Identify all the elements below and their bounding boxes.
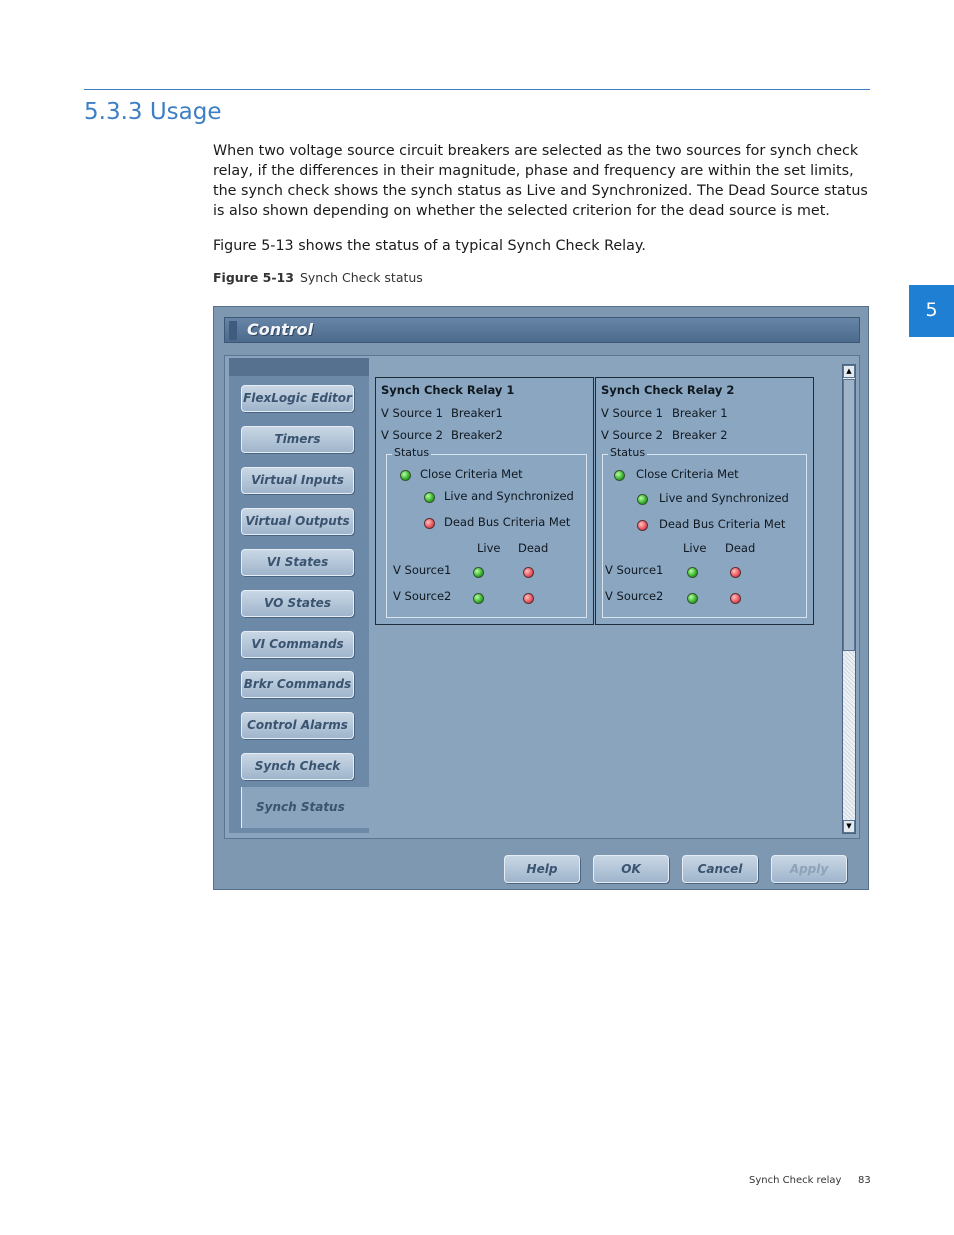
relay-2-row2-live-led — [687, 593, 698, 604]
footer-page-number: 83 — [858, 1175, 871, 1186]
relay-2-row2-dead-led — [730, 593, 741, 604]
relay-1-close-criteria-label: Close Criteria Met — [420, 467, 523, 481]
relay-1-panel — [375, 377, 594, 625]
relay-1-dead-bus-led — [424, 518, 435, 529]
figure-caption-text: Synch Check status — [299, 270, 423, 285]
relay-2-dead-header: Dead — [725, 541, 756, 555]
relay-1-vsource2-label: V Source 2 — [381, 428, 443, 442]
relay-2-live-sync-label: Live and Synchronized — [659, 491, 789, 505]
chapter-tab: 5 — [909, 285, 954, 337]
relay-1-row1-live-led — [473, 567, 484, 578]
relay-1-vsource2-value: Breaker2 — [451, 428, 503, 442]
scroll-up-arrow-icon[interactable]: ▲ — [843, 365, 855, 378]
ok-button[interactable]: OK — [593, 855, 669, 883]
figure-caption — [213, 270, 423, 285]
relay-1-live-sync-led — [424, 492, 435, 503]
relay-2-close-criteria-led — [614, 470, 625, 481]
relay-2-row1-live-led — [687, 567, 698, 578]
relay-2-vsource1-value: Breaker 1 — [672, 406, 728, 420]
nav-control-alarms-button[interactable]: Control Alarms — [241, 712, 354, 739]
window-titlebar — [224, 317, 860, 343]
sidebar-header — [229, 358, 369, 376]
relay-2-row1-label: V Source1 — [605, 563, 664, 577]
relay-1-row2-label: V Source2 — [393, 589, 452, 603]
nav-synch-check-button[interactable]: Synch Check — [241, 753, 354, 780]
relay-1-live-sync-label: Live and Synchronized — [444, 489, 574, 503]
nav-synch-status-selected[interactable]: Synch Status — [241, 787, 369, 828]
scroll-down-arrow-icon[interactable]: ▼ — [843, 820, 855, 833]
window-title: Control — [247, 320, 314, 339]
relay-1-dead-bus-label: Dead Bus Criteria Met — [444, 515, 571, 529]
nav-vi-states-button[interactable]: VI States — [241, 549, 354, 576]
nav-sidebar — [229, 358, 369, 833]
relay-2-live-sync-led — [637, 494, 648, 505]
header-rule — [84, 89, 870, 90]
relay-1-vsource1-label: V Source 1 — [381, 406, 443, 420]
relay-1-row2-dead-led — [523, 593, 534, 604]
relay-2-vsource2-label: V Source 2 — [601, 428, 663, 442]
nav-virtual-outputs-button[interactable]: Virtual Outputs — [241, 508, 354, 535]
body-paragraph-1: When two voltage source circuit breakers are selected as the two sources for synch check relay, if the differences in their magnitude, phase and frequency are within the set limits, the synch check shows the synch status as Live and Synchronized. The Dead Source status is also shown depending on whether the selected criterion for the dead source is met. — [213, 143, 868, 219]
relay-2-dead-bus-led — [637, 520, 648, 531]
relay-1-status-label: Status — [394, 446, 430, 459]
nav-flexlogic-editor-button[interactable]: FlexLogic Editor — [241, 385, 354, 412]
help-button[interactable]: Help — [504, 855, 580, 883]
relay-2-title: Synch Check Relay 2 — [601, 383, 735, 397]
cancel-button[interactable]: Cancel — [682, 855, 758, 883]
relay-2-close-criteria-label: Close Criteria Met — [636, 467, 739, 481]
scrollbar-thumb[interactable] — [843, 379, 855, 651]
vertical-scrollbar[interactable] — [842, 364, 856, 834]
relay-2-status-label: Status — [610, 446, 646, 459]
body-paragraph-2: Figure 5-13 shows the status of a typical Synch Check Relay. — [213, 238, 646, 254]
footer-title: Synch Check relay — [749, 1175, 842, 1186]
titlebar-accent — [229, 321, 237, 340]
relay-1-close-criteria-led — [400, 470, 411, 481]
nav-vo-states-button[interactable]: VO States — [241, 590, 354, 617]
relay-2-row2-label: V Source2 — [605, 589, 664, 603]
relay-2-panel — [595, 377, 814, 625]
relay-1-vsource1-value: Breaker1 — [451, 406, 503, 420]
nav-vi-commands-button[interactable]: VI Commands — [241, 631, 354, 658]
nav-virtual-inputs-button[interactable]: Virtual Inputs — [241, 467, 354, 494]
figure-number: Figure 5-13 — [213, 270, 294, 285]
relay-1-row1-label: V Source1 — [393, 563, 452, 577]
dialog-button-bar — [224, 847, 860, 885]
nav-brkr-commands-button[interactable]: Brkr Commands — [241, 671, 354, 698]
relay-1-title: Synch Check Relay 1 — [381, 383, 515, 397]
relay-1-row1-dead-led — [523, 567, 534, 578]
synch-status-screenshot — [213, 306, 869, 890]
apply-button[interactable]: Apply — [771, 855, 847, 883]
relay-2-row1-dead-led — [730, 567, 741, 578]
relay-1-dead-header: Dead — [518, 541, 549, 555]
relay-1-row2-live-led — [473, 593, 484, 604]
relay-2-dead-bus-label: Dead Bus Criteria Met — [659, 517, 786, 531]
relay-2-live-header: Live — [683, 541, 707, 555]
nav-timers-button[interactable]: Timers — [241, 426, 354, 453]
relay-2-vsource2-value: Breaker 2 — [672, 428, 728, 442]
relay-1-live-header: Live — [477, 541, 501, 555]
section-heading: 5.3.3 Usage — [84, 99, 222, 125]
relay-2-vsource1-label: V Source 1 — [601, 406, 663, 420]
